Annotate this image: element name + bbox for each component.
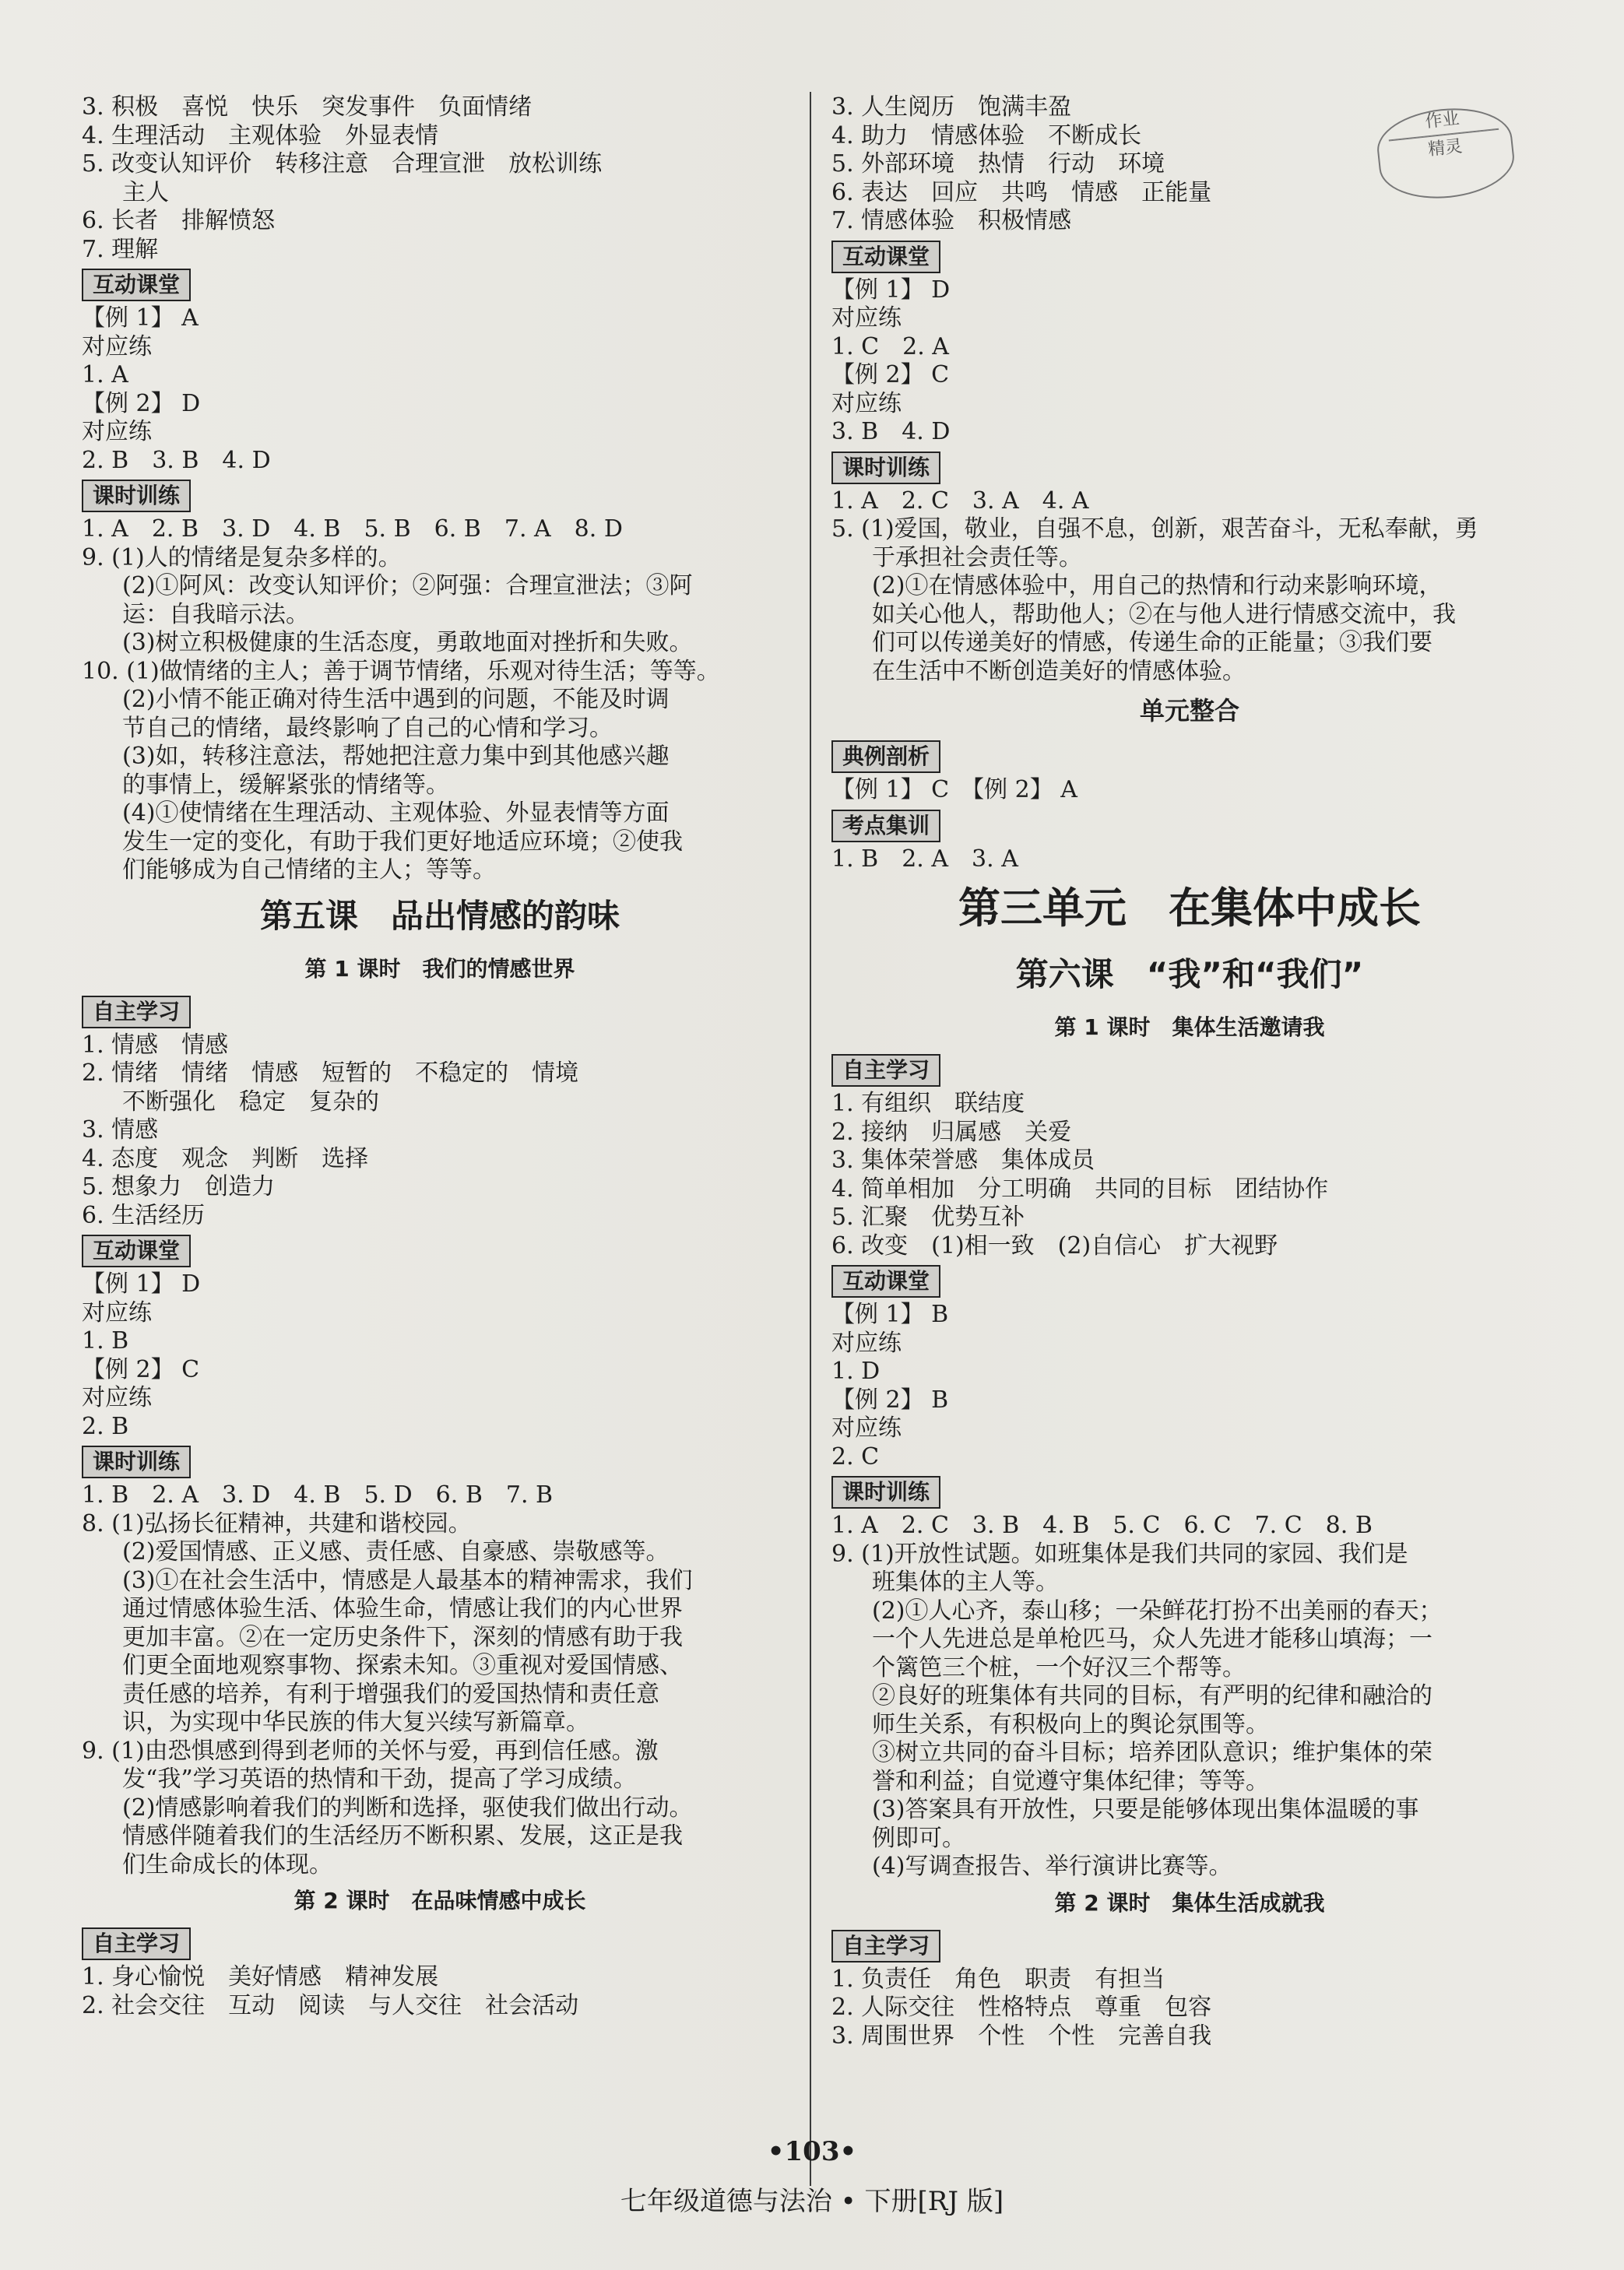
answer-line: 【例 2】 C [82, 1355, 200, 1383]
answer-line: 6. 生活经历 [82, 1201, 206, 1229]
answer-line: 一个人先进总是单枪匹马，众人先进才能移山填海；一 [872, 1625, 1432, 1653]
answer-line: (2)情感影响着我们的判断和选择，驱使我们做出行动。 [122, 1794, 693, 1822]
answer-line: 1. A [82, 361, 128, 388]
section-tag: 自主学习 [82, 1927, 191, 1960]
answer-line: 7. 理解 [82, 235, 159, 263]
answer-line: 4. 助力 情感体验 不断成长 [831, 121, 1142, 149]
period-title: 第 2 课时 在品味情感中成长 [294, 1888, 586, 1913]
section-tag: 自主学习 [831, 1930, 940, 1963]
answer-line: 1. A 2. C 3. A 4. A [831, 487, 1089, 515]
answer-line: 1. A 2. C 3. B 4. B 5. C 6. C 7. C 8. B [831, 1512, 1373, 1539]
answer-line: ②良好的班集体有共同的目标，有严明的纪律和融洽的 [872, 1682, 1432, 1710]
section-tag: 自主学习 [831, 1054, 940, 1087]
answer-line: 3. 集体荣誉感 集体成员 [831, 1147, 1095, 1174]
answer-line: 对应练 [831, 304, 902, 332]
answer-line: 1. C 2. A [831, 332, 949, 360]
answer-line: 于承担社会责任等。 [872, 543, 1082, 571]
section-tag: 典例剖析 [831, 740, 940, 773]
answer-line: 【例 2】 C [831, 361, 950, 388]
answer-line: 【例 2】 B [831, 1386, 949, 1414]
answer-line: (4)①使情绪在生理活动、主观体验、外显表情等方面 [122, 799, 670, 827]
answer-line: 2. B 3. B 4. D [82, 446, 271, 474]
section-tag: 互动课堂 [831, 1265, 940, 1298]
answer-line: 4. 态度 观念 判断 选择 [82, 1144, 369, 1172]
answer-line: 5. 外部环境 热情 行动 环境 [831, 150, 1165, 177]
answer-line: 1. B 2. A 3. A [831, 845, 1018, 873]
answer-line: 10. (1)做情绪的主人；善于调节情绪，乐观对待生活；等等。 [82, 657, 720, 685]
answer-line: 【例 1】 A [82, 304, 199, 332]
answer-line: 3. B 4. D [831, 418, 951, 445]
answer-line: 识，为实现中华民族的伟大复兴续写新篇章。 [122, 1709, 589, 1736]
answer-line: 对应练 [831, 1414, 902, 1442]
section-tag: 考点集训 [831, 810, 940, 842]
answer-line: 对应练 [82, 1384, 152, 1411]
answer-line: 们更全面地观察事物、探索未知。③重视对爱国情感、 [122, 1652, 683, 1679]
answer-line: 发“我”学习英语的热情和干劲，提高了学习成绩。 [122, 1766, 637, 1793]
answer-line: 6. 改变 (1)相一致 (2)自信心 扩大视野 [831, 1232, 1278, 1260]
section-tag: 互动课堂 [82, 1235, 191, 1267]
answer-line: 2. C [831, 1442, 880, 1471]
stamp-logo: 作业 精灵 [1374, 102, 1518, 205]
answer-line: 1. A 2. B 3. D 4. B 5. B 6. B 7. A 8. D [82, 515, 623, 543]
section-tag: 互动课堂 [82, 269, 191, 301]
answer-line: 3. 积极 喜悦 快乐 突发事件 负面情绪 [82, 93, 533, 121]
answer-line: 对应练 [831, 1329, 902, 1357]
answer-line: 2. 人际交往 性格特点 尊重 包容 [831, 1994, 1212, 2021]
answer-line: 2. B [82, 1412, 129, 1440]
answer-line: 2. 接纳 归属感 关爱 [831, 1118, 1072, 1146]
unit-title: 第三单元 在集体中成长 [958, 884, 1421, 933]
answer-line: 发生一定的变化，有助于我们更好地适应环境；②使我 [122, 828, 683, 856]
answer-line: 对应练 [82, 418, 152, 445]
answer-line: 【例 1】 D [831, 276, 951, 304]
answer-line: (2)①在情感体验中，用自己的热情和行动来影响环境， [872, 572, 1443, 599]
section-tag: 课时训练 [831, 1476, 940, 1509]
lesson-title: 第五课 品出情感的韵味 [259, 896, 620, 935]
column-divider [810, 92, 811, 2186]
section-tag: 课时训练 [831, 452, 940, 484]
answer-line: (2)小情不能正确对待生活中遇到的问题，不能及时调 [122, 686, 670, 713]
lesson-title: 第六课 “我”和“我们” [1015, 955, 1364, 993]
answer-line: (2)①阿风：改变认知评价；②阿强：合理宣泄法；③阿 [122, 572, 693, 599]
answer-line: 6. 表达 回应 共鸣 情感 正能量 [831, 178, 1212, 206]
answer-line: (3)①在社会生活中，情感是人最基本的精神需求，我们 [122, 1566, 693, 1594]
answer-line: 9. (1)开放性试题。如班集体是我们共同的家园、我们是 [831, 1540, 1408, 1568]
section-tag: 课时训练 [82, 480, 191, 512]
answer-line: 1. D [831, 1358, 881, 1385]
answer-line: 如关心他人，帮助他人；②在与他人进行情感交流中，我 [872, 600, 1456, 628]
answer-line: 4. 简单相加 分工明确 共同的目标 团结协作 [831, 1175, 1329, 1203]
section-tag: 课时训练 [82, 1446, 191, 1478]
answer-line: 节自己的情绪，最终影响了自己的心情和学习。 [122, 714, 613, 742]
answer-line: 4. 生理活动 主观体验 外显表情 [82, 121, 439, 149]
answer-line: 们能够成为自己情绪的主人；等等。 [122, 856, 496, 884]
answer-line: 5. 想象力 创造力 [82, 1173, 276, 1200]
section-title: 单元整合 [1139, 696, 1239, 726]
answer-line: 【例 1】 C 【例 2】 A [831, 776, 1077, 803]
answer-line: ③树立共同的奋斗目标；培养团队意识；维护集体的荣 [872, 1739, 1432, 1766]
answer-line: 情感伴随着我们的生活经历不断积累、发展，这正是我 [122, 1822, 683, 1850]
answer-line: 【例 1】 D [82, 1270, 201, 1298]
period-title: 第 1 课时 集体生活邀请我 [1054, 1014, 1325, 1040]
answer-line: 们可以传递美好的情感，传递生命的正能量；③我们要 [872, 629, 1432, 656]
book-title: 七年级道德与法治 • 下册[RJ 版] [620, 2186, 1004, 2217]
answer-line: 更加丰富。②在一定历史条件下，深刻的情感有助于我 [122, 1623, 683, 1651]
answer-line: 9. (1)由恐惧感到得到老师的关怀与爱，再到信任感。激 [82, 1737, 659, 1765]
answer-line: 3. 周围世界 个性 个性 完善自我 [831, 2022, 1212, 2050]
answer-line: 1. 负责任 角色 职责 有担当 [831, 1965, 1165, 1993]
answer-line: 对应练 [82, 1298, 152, 1327]
answer-line: 责任感的培养，有利于增强我们的爱国热情和责任意 [122, 1680, 659, 1708]
page-number: •103• [767, 2136, 857, 2167]
right-column [831, 93, 1548, 2050]
answer-line: 2. 社会交往 互动 阅读 与人交往 社会活动 [82, 1991, 579, 2019]
answer-line: 对应练 [82, 332, 152, 360]
answer-line: (4)写调查报告、举行演讲比赛等。 [872, 1853, 1232, 1880]
answer-line: 3. 人生阅历 饱满丰盈 [831, 93, 1072, 121]
answer-line: 8. (1)弘扬长征精神，共建和谐校园。 [82, 1509, 472, 1537]
section-tag: 互动课堂 [831, 241, 940, 273]
answer-line: 2. 情绪 情绪 情感 短暂的 不稳定的 情境 [82, 1059, 579, 1087]
answer-line: 【例 1】 B [831, 1301, 949, 1328]
answer-line: 1. 身心愉悦 美好情感 精神发展 [82, 1963, 439, 1991]
period-title: 第 2 课时 集体生活成就我 [1054, 1889, 1325, 1916]
answer-line: 的事情上，缓解紧张的情绪等。 [122, 771, 449, 799]
answer-line: (3)如，转移注意法，帮她把注意力集中到其他感兴趣 [122, 743, 670, 770]
answer-line: (2)①人心齐，泰山移；一朵鲜花打扮不出美丽的春天； [872, 1597, 1443, 1625]
answer-line: 5. 改变认知评价 转移注意 合理宣泄 放松训练 [82, 150, 603, 177]
answer-line: 5. 汇聚 优势互补 [831, 1204, 1025, 1231]
answer-line: 【例 2】 D [82, 389, 201, 417]
answer-line: 9. (1)人的情绪是复杂多样的。 [82, 543, 402, 571]
answer-line: (3)树立积极健康的生活态度，勇敢地面对挫折和失败。 [122, 629, 693, 656]
answer-line: 对应练 [831, 389, 902, 417]
answer-line: 主人 [122, 178, 169, 206]
answer-line: 师生关系，有积极向上的舆论氛围等。 [872, 1710, 1269, 1738]
answer-line: 不断强化 稳定 复杂的 [122, 1088, 379, 1116]
answer-line: 誉和利益；自觉遵守集体纪律；等等。 [872, 1767, 1269, 1795]
answer-line: 3. 情感 [82, 1116, 159, 1144]
answer-line: 1. B 2. A 3. D 4. B 5. D 6. B 7. B [82, 1481, 554, 1509]
answer-line: (3)答案具有开放性，只要是能够体现出集体温暖的事 [872, 1796, 1419, 1823]
answer-line: 班集体的主人等。 [872, 1569, 1059, 1596]
answer-line: 个篱笆三个桩，一个好汉三个帮等。 [872, 1653, 1246, 1681]
answer-line: 6. 长者 排解愤怒 [82, 207, 276, 234]
answer-line: 7. 情感体验 积极情感 [831, 207, 1072, 234]
answer-line: 1. 有组织 联结度 [831, 1090, 1025, 1117]
period-title: 第 1 课时 我们的情感世界 [304, 955, 575, 982]
answer-line: (2)爱国情感、正义感、责任感、自豪感、崇敬感等。 [122, 1538, 670, 1565]
section-tag: 自主学习 [82, 996, 191, 1028]
answer-line: 1. B [82, 1327, 129, 1355]
answer-line: 在生活中不断创造美好的情感体验。 [872, 657, 1246, 685]
answer-line: 通过情感体验生活、体验生命，情感让我们的内心世界 [122, 1595, 683, 1622]
left-column [82, 93, 798, 2020]
answer-line: 例即可。 [872, 1824, 965, 1852]
answer-line: 5. (1)爱国，敬业，自强不息，创新，艰苦奋斗，无私奉献，勇 [831, 515, 1478, 543]
answer-line: 1. 情感 情感 [82, 1031, 229, 1059]
answer-line: 们生命成长的体现。 [122, 1850, 332, 1878]
answer-line: 运：自我暗示法。 [122, 600, 309, 628]
